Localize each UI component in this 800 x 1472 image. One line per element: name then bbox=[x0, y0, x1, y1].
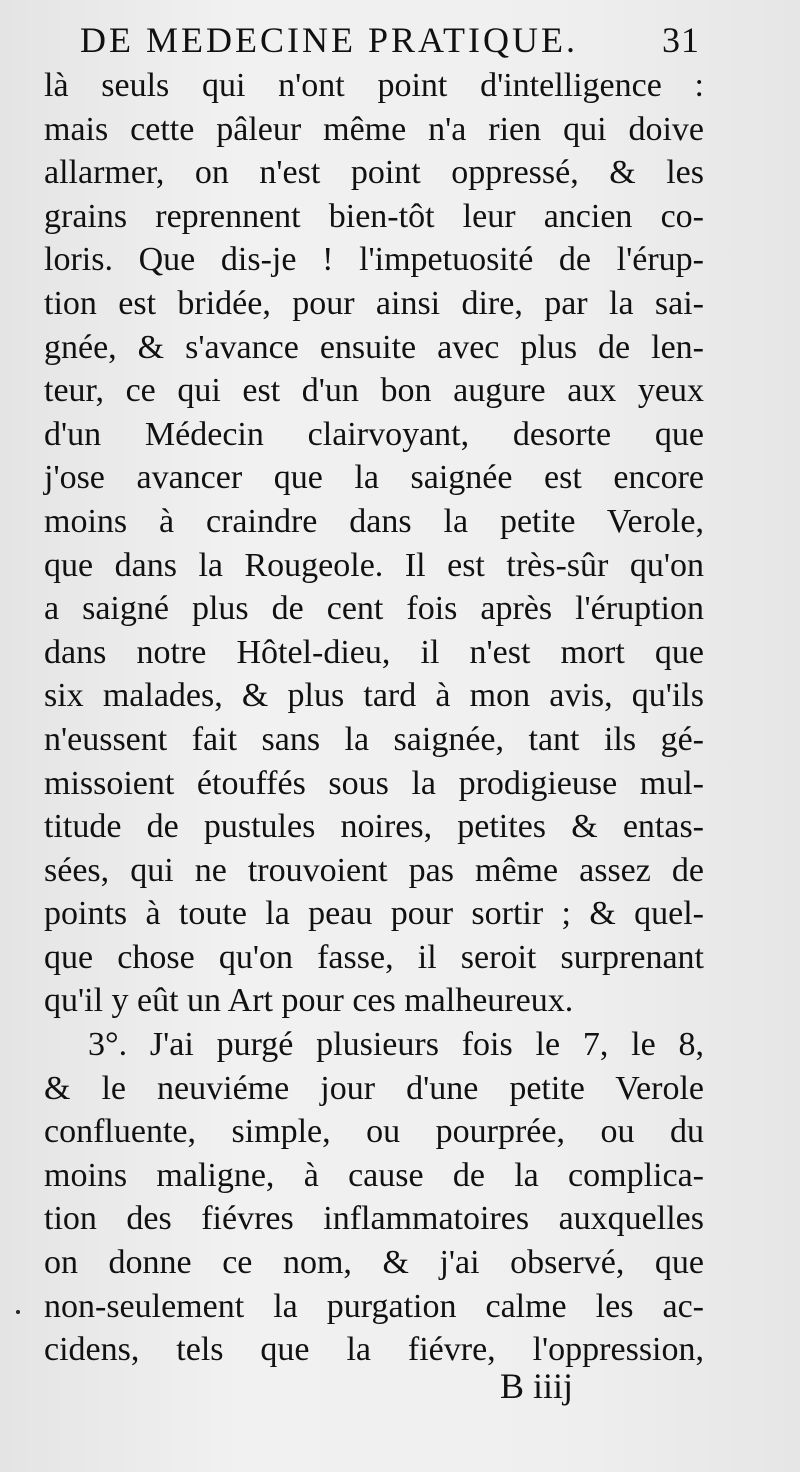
text-line: là seuls qui n'ont point d'intelligence : bbox=[44, 67, 704, 104]
text-line: on donne ce nom, & j'ai observé, que bbox=[44, 1244, 704, 1282]
text-line: d'un Médecin clairvoyant, desorte que bbox=[44, 415, 704, 453]
text-line: non-seulement la purgation calme les ac- bbox=[44, 1287, 704, 1325]
text-line: grains reprennent bien-tôt leur ancien co- bbox=[44, 197, 704, 235]
text-line: gnée, & s'avance ensuite avec plus de len- bbox=[44, 328, 704, 366]
ink-speck bbox=[16, 1310, 20, 1314]
text-line: & le neuviéme jour d'une petite Verole bbox=[44, 1069, 704, 1107]
text-line: loris. Que dis-je ! l'impetuosité de l'érup- bbox=[44, 241, 704, 279]
text-line: j'ose avancer que la saignée est encore bbox=[44, 459, 704, 497]
text-line: que dans la Rougeole. Il est très-sûr qu'on bbox=[44, 546, 704, 584]
text-line: moins maligne, à cause de la complica- bbox=[44, 1156, 704, 1194]
text-line: teur, ce qui est d'un bon augure aux yeux bbox=[44, 372, 704, 410]
text-line: cidens, tels que la fiévre, l'oppression, bbox=[44, 1331, 704, 1369]
text-line: allarmer, on n'est point oppressé, & les bbox=[44, 154, 704, 192]
text-line: mais cette pâleur même n'a rien qui doive bbox=[44, 110, 704, 148]
page-number: 31 bbox=[662, 20, 700, 60]
text-line: points à toute la peau pour sortir ; & quel- bbox=[44, 895, 704, 933]
running-header bbox=[80, 18, 700, 62]
paragraph-start-line: 3°. J'ai purgé plusieurs fois le 7, le 8, bbox=[88, 1026, 704, 1064]
text-line: tion des fiévres inflammatoires auxquelles bbox=[44, 1200, 704, 1238]
text-line: moins à craindre dans la petite Verole, bbox=[44, 502, 704, 540]
signature-mark: B iiij bbox=[500, 1366, 574, 1406]
text-line: confluente, simple, ou pourprée, ou du bbox=[44, 1113, 704, 1151]
body-text bbox=[44, 64, 704, 1372]
text-line: tion est bridée, pour ainsi dire, par la sai- bbox=[44, 284, 704, 322]
text-line: six malades, & plus tard à mon avis, qu'ils bbox=[44, 677, 704, 715]
running-title: DE MEDECINE PRATIQUE. bbox=[80, 20, 578, 60]
text-line: n'eussent fait sans la saignée, tant ils gé- bbox=[44, 720, 704, 758]
text-line: dans notre Hôtel-dieu, il n'est mort que bbox=[44, 633, 704, 671]
text-line: sées, qui ne trouvoient pas même assez de bbox=[44, 851, 704, 889]
paragraph-end-line: qu'il y eût un Art pour ces malheureux. bbox=[44, 982, 574, 1020]
text-line: titude de pustules noires, petites & entas- bbox=[44, 808, 704, 846]
text-line: a saigné plus de cent fois après l'éruption bbox=[44, 590, 704, 628]
text-line: que chose qu'on fasse, il seroit surprenant bbox=[44, 938, 704, 976]
text-line: missoient étouffés sous la prodigieuse mul- bbox=[44, 764, 704, 802]
